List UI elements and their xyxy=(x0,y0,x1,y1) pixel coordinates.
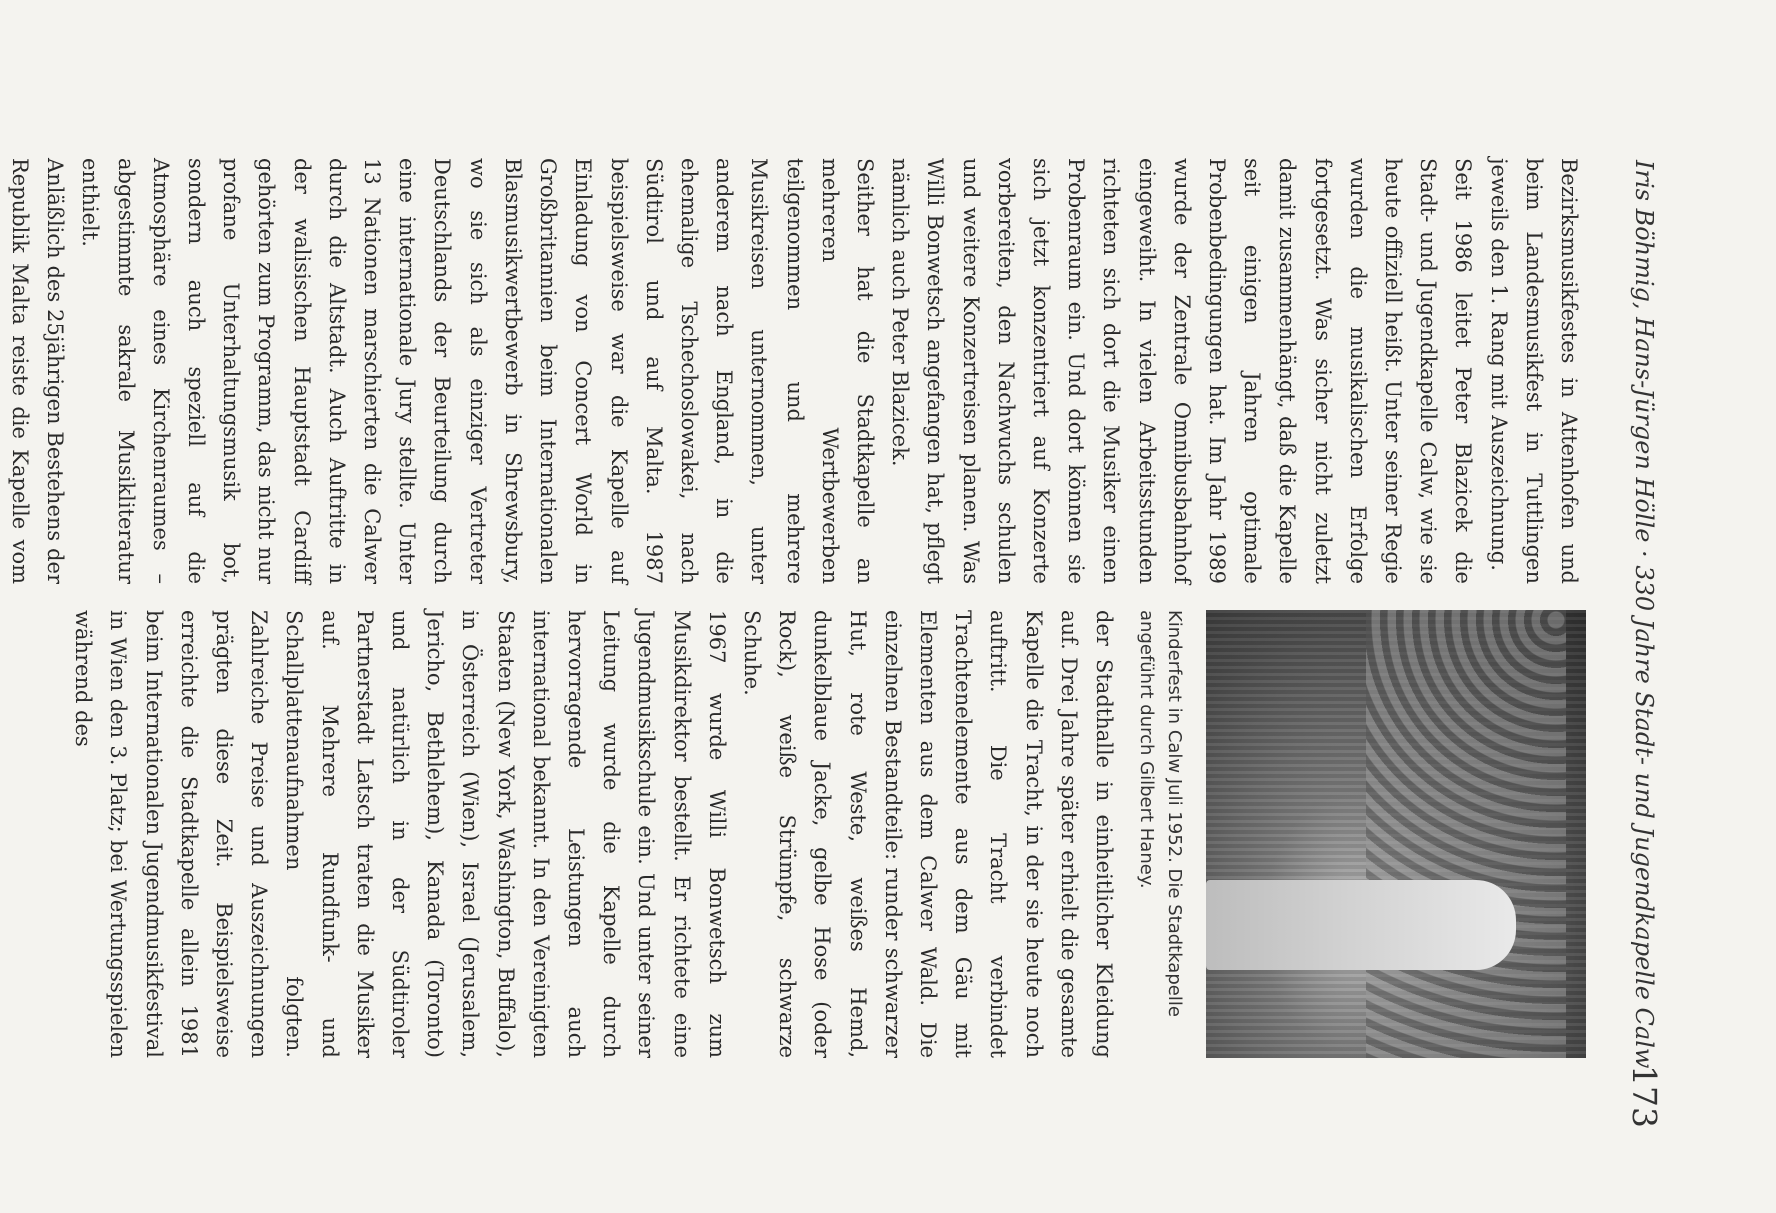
running-title: Iris Böhmig, Hans-Jürgen Hölle · 330 Jahre Stadt- und Jugendkapelle Calw xyxy=(1630,160,1658,1069)
photo-caption: Kinderfest in Calw Juli 1952. Die Stadtkapelle angeführt durch Gilbert Haney. xyxy=(1136,610,1185,1017)
page-header xyxy=(1608,0,1664,1213)
text-column-right xyxy=(65,610,1121,1058)
paragraph: der Stadthalle in einheitlicher Kleidung auf. Drei Jahre später erhielt die gesamte Kapelle die Tracht, in der sie heute noch auftritt. Die Tracht verbindet Trachtenelemente aus dem Gäu mit Elementen aus dem Calwer Wald. Die einzelnen Bestandteile: runder schwarzer Hut, rote Weste, weißes Hemd, dunkelblaue Jacke, gelbe Hose (oder Rock), weiße Strümpfe, schwarze Schuhe. xyxy=(739,610,1116,1058)
text-column-left xyxy=(0,158,1586,584)
paragraph: Seit 1986 leitet Peter Blazicek die Stadt- und Jugendkapelle Calw, wie sie heute offiziell heißt. Unter seiner Regie wurden die musikalischen Erfolge fortgesetzt. Was sicher nicht zuletzt damit zusammenhängt, daß die Kapelle seit einigen Jahren optimale Probenbedingungen hat. Im Jahr 1989 wurde der Zentrale Omnibusbahnhof eingeweiht. In vielen Arbeitsstunden richteten sich dort die Musiker einen Probenraum ein. Und dort können sie sich jetzt konzentriert auf Konzerte vorbereiten, den Nachwuchs schulen und weitere Konzertreisen planen. Was Willi Bonwetsch angefangen hat, pflegt nämlich auch Peter Blazicek. xyxy=(888,158,1476,584)
photo-crowd xyxy=(1366,610,1566,1058)
paragraph: Seither hat die Stadtkapelle an mehreren Wertbewerben teilgenommen und mehrere Musikreisen unternommen, unter anderem nach England, in die ehemalige Tschechoslowakei, nach Südtirol und auf Malta. 1987 beispielsweise war die Kapelle auf Einladung von Concert World in Großbritannien beim Internationalen Blasmusikwertbewerb in Shrewsbury, wo sie sich als einziger Vertreter Deutschlands der Beurteilung durch eine internationale Jury stellte. Unter 13 Nationen marschierten die Calwer durch die Altstadt. Auch Auftritte in der walisischen Hauptstadt Cardiff gehörten zum Programm, das nicht nur profane Unterhaltungsmusik bot, sondern auch speziell auf die Atmosphäre eines Kirchenraumes – abgestimmte sakrale Musikliteratur enthielt. xyxy=(78,158,877,584)
page-number: 173 xyxy=(1625,1065,1664,1128)
paragraph: 1967 wurde Willi Bonwetsch zum Musikdirektor bestellt. Er richtete eine Jugendmusikschule ein. Und unter seiner Leitung wurde die Kapelle durch hervorragende Leistungen auch international bekannt. In den Vereinigten Staaten (New York, Washington, Buffalo), in Österreich (Wien), Israel (Jerusalem, Jericho, Bethlehem), Kanada (Toronto) und natürlich in der Südtiroler Partnerstadt Latsch traten die Musiker auf. Mehrere Rundfunk- und Schallplattenaufnahmen folgten. Zahlreiche Preise und Auszeichnungen prägten diese Zeit. Beispielsweise erreichte die Stadtkapelle allein 1981 beim Internationalen Jugendmusikfestival in Wien den 3. Platz; bei Wertungsspielen während des xyxy=(71,610,729,1058)
historic-photo xyxy=(1206,610,1586,1058)
paragraph: Bezirksmusikfestes in Attenhofen und beim Landesmusikfest in Tuttlingen jeweils den 1. Rang mit Auszeichnung. xyxy=(1486,158,1581,584)
photo-conductor-figure xyxy=(1206,880,1516,970)
paragraph: Anläßlich des 25jährigen Bestehens der Republik Malta reiste die Kapelle vom xyxy=(8,158,68,584)
